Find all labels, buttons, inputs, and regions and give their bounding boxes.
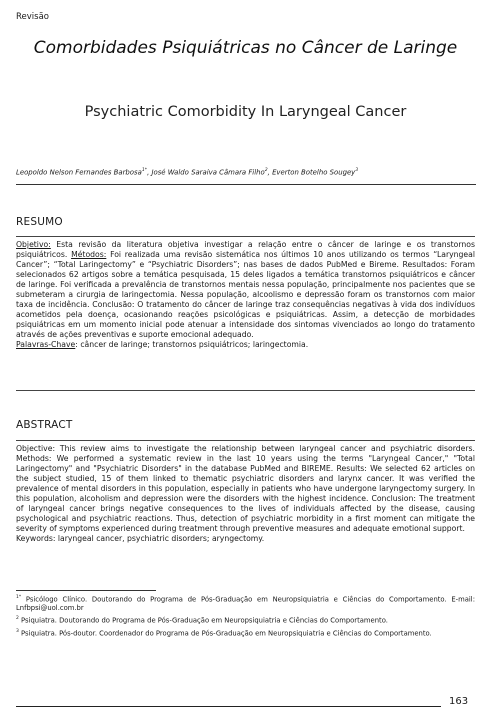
resumo-keywords-label: Palavras-Chave: [16, 340, 76, 349]
footnote-text: Psiquiatra. Doutorando do Programa de Pós-Graduação em Neuropsiquiatria e Ciências do Comportamento.: [18, 616, 388, 625]
footnote-item: [16, 593, 475, 613]
abstract-objective-text: This review aims to investigate the relationship between laryngeal cancer and psychiatric disorders.: [55, 444, 475, 453]
resumo-top-rule: [16, 236, 475, 237]
author-name: Leopoldo Nelson Fernandes Barbosa: [16, 168, 142, 177]
resumo-bottom-rule: [16, 390, 475, 391]
abstract-body: [16, 444, 475, 544]
author-affiliation-mark: 3: [355, 168, 359, 173]
footnote-text: Psicólogo Clínico. Doutorando do Programa de Pós-Graduação em Neuropsiquiatria e Ciências do Comportamento. E-mail: Lnfbpsi@uol.com.br: [16, 595, 475, 613]
author-separator: ,: [147, 168, 152, 177]
abstract-objective-label: Objective:: [16, 444, 56, 453]
footnote-item: [16, 614, 475, 625]
abstract-heading: ABSTRACT: [16, 419, 73, 431]
footnote-divider: [16, 590, 156, 591]
author-name: José Waldo Saraiva Câmara Filho: [151, 168, 265, 177]
title-portuguese: Comorbidades Psiquiátricas no Câncer de Laringe: [33, 38, 458, 58]
page-bottom-rule: [16, 706, 441, 707]
footnote-mark: 1*: [16, 595, 22, 600]
author-name: Everton Botelho Sougey: [272, 168, 356, 177]
page-number: 163: [449, 696, 469, 707]
abstract-keywords-label: Keywords: [16, 534, 53, 543]
footnote-mark: 3: [16, 628, 19, 634]
author-affiliation-mark: 1*: [141, 168, 148, 173]
footnote-mark: 2: [16, 616, 19, 622]
resumo-objetivo-text: Esta revisão da literatura objetiva investigar a relação entre o câncer de laringe e os transtornos psiquiátricos.: [16, 240, 475, 259]
author-separator: ,: [267, 168, 273, 177]
resumo-body: [16, 240, 475, 350]
abstract-top-rule: [16, 440, 475, 441]
resumo-heading: RESUMO: [16, 216, 63, 228]
resumo-keywords-text: : câncer de laringe; transtornos psiquiátricos; laringectomia.: [75, 340, 309, 349]
author-divider: [16, 184, 476, 185]
abstract-methods-text: We performed a systematic review in the last 10 years using the terms "Laryngeal Cancer," "Total Laringectomy" and "Psychiatric Disorders" in the database PubMed and BIREME. Results: We selected 62 articles on the subject studied, 15 of them linked to thematic psychiatric disorders and larynx cancer. It was verified the prevalence of mental disorders in this population, especially in patients who have undergone laryngectomy surgery. In this population, alcoholism and depression were the disorders with the highest incidence. Conclusion: The treatment of laryngeal cancer brings negative consequences to the lives of individuals affected by the disease, causing psychological and psychiatric reactions. Thus, detection of psychiatric morbidity in a first moment can mitigate the severity of symptoms experienced during treatment through preventive measures and adequate emotional support.: [16, 454, 475, 533]
resumo-objetivo-label: Objetivo:: [16, 240, 51, 249]
author-affiliation-mark: 2: [264, 168, 268, 173]
author-line: [16, 168, 476, 176]
title-english: Psychiatric Comorbidity In Laryngeal Cancer: [84, 104, 407, 120]
abstract-keywords-text: : laryngeal cancer, psychiatric disorders; aryngectomy.: [52, 534, 265, 543]
footnote-text: Psiquiatra. Pós-doutor. Coordenador do Programa de Pós-Graduação em Neuropsiquiatria e Ciências do Comportamento.: [18, 628, 432, 637]
section-tag: Revisão: [16, 12, 49, 22]
footnotes: [16, 593, 475, 639]
resumo-metodos-label: Métodos:: [71, 250, 107, 259]
footnote-item: [16, 627, 475, 638]
resumo-metodos-text: Foi realizada uma revisão sistemática nos últimos 10 anos utilizando os termos “Laryngeal Cancer”; “Total Laringectomy” e “Psychiatric Disorders”; nas bases de dados PubMed e Bireme. Resultados: Foram selecionados 62 artigos sobre a temática pesquisada, 15 deles ligados a temática transtornos psiquiátricos e câncer de laringe. Foi verificada a prevalência de transtornos mentais nessa população, principalmente nos pacientes que se submeteram a cirurgia de laringectomia. Nessa população, alcoolismo e depressão foram os transtornos com maior taxa de incidência. Conclusão: O tratamento do câncer de laringe traz consequências negativas à vida dos indivíduos acometidos pela doença, ocasionando reações psicológicas e psiquiátricas. Assim, a detecção de morbidades psiquiátricas em um momento inicial pode atenuar a intensidade dos sintomas vivenciados ao longo do tratamento através de ações preventivas e suporte emocional adequado.: [16, 250, 475, 339]
abstract-methods-label: Methods:: [16, 454, 52, 463]
